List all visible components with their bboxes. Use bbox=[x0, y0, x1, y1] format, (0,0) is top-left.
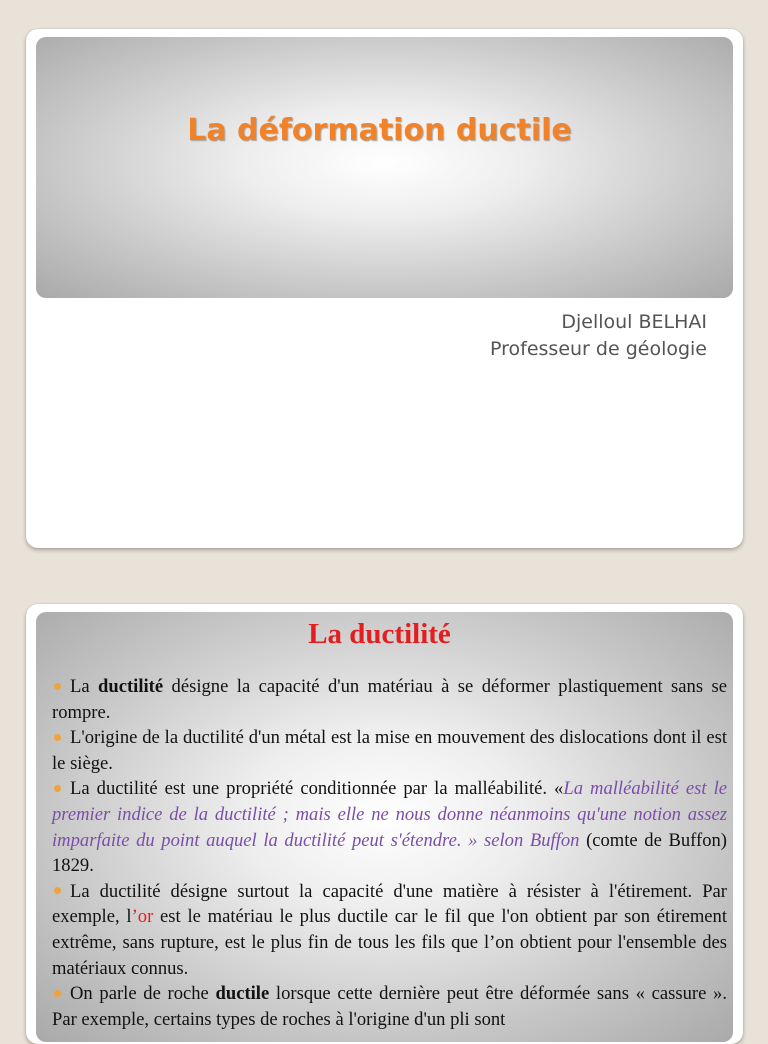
bullet-text: On parle de roche bbox=[70, 983, 216, 1005]
bullet-text: La ductilité désigne surtout la capacité d'une matière à résister à l'étirement. Par exemple, l bbox=[52, 880, 727, 928]
highlight-or: ’or bbox=[131, 906, 154, 928]
bullet-item bbox=[52, 725, 727, 776]
bullet-text: est le matériau le plus ductile car le fil que l'on obtient par son étirement extrême, sans rupture, est le plus fin de tous les fils que l’on obtient pour l'ensemble des matériaux connus. bbox=[52, 906, 727, 979]
bullet-list bbox=[52, 674, 727, 1032]
slide-2 bbox=[26, 604, 743, 1044]
bullet-text: L'origine de la ductilité d'un métal est la mise en mouvement des dislocations dont il est le siège. bbox=[52, 727, 727, 774]
slide-1 bbox=[26, 29, 743, 548]
bold-term: ductilité bbox=[98, 676, 164, 697]
bullet-text: La bbox=[70, 676, 99, 697]
bullet-dot-icon bbox=[54, 990, 61, 997]
author-role: Professeur de géologie bbox=[490, 338, 707, 360]
bullet-dot-icon bbox=[54, 785, 61, 792]
bullet-text: La ductilité est une propriété conditionnée par la malléabilité. « bbox=[70, 778, 564, 800]
title-panel bbox=[36, 37, 733, 298]
bullet-dot-icon bbox=[54, 683, 61, 690]
bullet-item bbox=[52, 776, 727, 878]
author-name: Djelloul BELHAI bbox=[561, 311, 707, 333]
author-block bbox=[490, 309, 707, 363]
content-panel bbox=[36, 612, 733, 1042]
bullet-dot-icon bbox=[54, 734, 61, 741]
bullet-text: désigne la capacité d'un matériau à se déformer plastiquement sans se rompre. bbox=[52, 676, 727, 723]
bullet-dot-icon bbox=[54, 887, 61, 894]
buffon-quote: La malléabilité est le premier indice de la ductilité ; mais elle ne nous donne néanmoins qu'une notion assez imparfaite du point auquel la ductilité peut s'étendre. » selon Buffon bbox=[52, 778, 727, 851]
slide-title: La ductilité bbox=[308, 618, 451, 650]
bullet-item bbox=[52, 981, 727, 1032]
bullet-text: (comte de Buffon) 1829. bbox=[52, 829, 727, 877]
bullet-item bbox=[52, 674, 727, 725]
presentation-title: La déformation ductile bbox=[187, 113, 572, 148]
bold-term: ductile bbox=[215, 983, 270, 1005]
bullet-text: lorsque cette dernière peut être déformée sans « cassure ». Par exemple, certains types de roches à l'origine d'un pli sont bbox=[52, 983, 727, 1030]
bullet-item bbox=[52, 879, 727, 981]
